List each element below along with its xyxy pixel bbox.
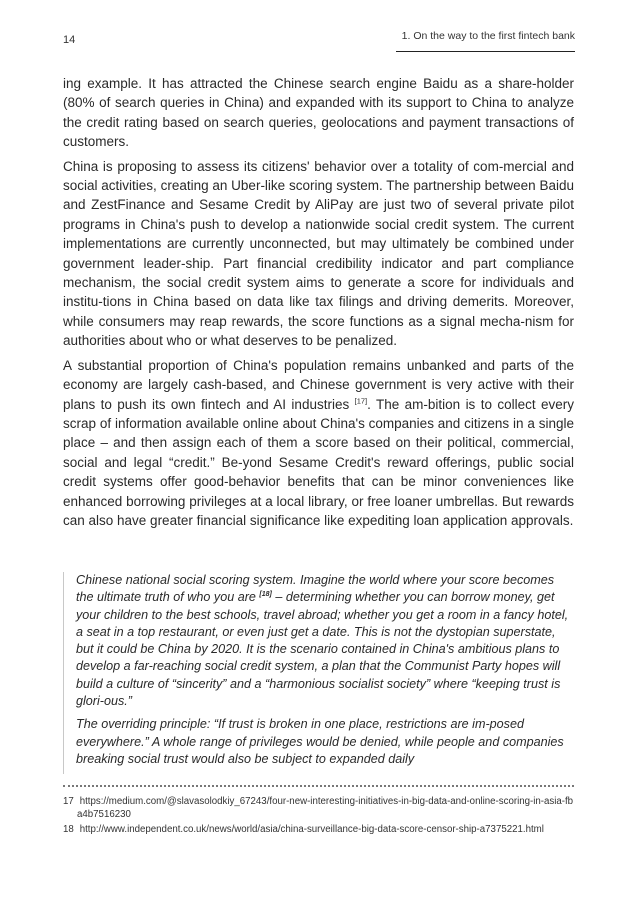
- footnote-number: 18: [63, 824, 74, 836]
- paragraph-3-text-a: A substantial proportion of China's population remains unbanked and parts of the economy are largely cash-based, and Chinese government is very active with their plans to push its own fintech and AI industries: [63, 357, 574, 412]
- citation-18[interactable]: [18]: [259, 591, 272, 599]
- page-number: 14: [63, 34, 76, 46]
- quote-paragraph-1-text-a: Chinese national social scoring system. Imagine the world where your score becomes the ultimate truth of who you are: [76, 573, 555, 605]
- block-quote: [63, 572, 575, 774]
- paragraph-2: China is proposing to assess its citizens' behavior over a totality of com-mercial and social activities, creating an Uber-like scoring system. The partnership between Baidu and ZestFinance and Sesame Credit by AliPay are just two of several private pilot programs in China's push to develop a nationwide social credit system. The current implementations are currently unconnected, but may ultimately be combined under government leader-ship. Part financial credibility indicator and part compliance mechanism, the social credit system aims to generate a score for individuals and institu-tions in China based on data like tax filings and driving demerits. Moreover, while consumers may reap rewards, the score functions as a signal mecha-nism for authorities about who or what deserves to be penalized.: [63, 158, 574, 349]
- footnote-18: [63, 823, 574, 836]
- citation-17[interactable]: [17]: [354, 396, 368, 405]
- footnote-separator: [63, 785, 574, 787]
- footnote-link[interactable]: https://medium.com/@slavasolodkiy_67243/four-new-interesting-initiatives-in-big-data-and-online-scoring-in-asia-fba4b7516230: [77, 796, 574, 821]
- paragraph-3-text-b: . The am-bition is to collect every scrap of information available online about China's companies and citizens in a single place – and then assign each of them a score based on their political, commercial, social and legal “credit.” Be-yond Sesame Credit's reward offerings, public social credit systems offer good-behavior benefits that can be minor conveniences like enhanced borrowing privileges at a local library, or free loaner umbrellas. But rewards can also have greater financial significance like expediting loan application approvals.: [63, 396, 574, 528]
- footnote-number: 17: [63, 796, 74, 807]
- footnotes: [63, 795, 574, 839]
- paragraph-3: [63, 356, 574, 531]
- footnote-17: [63, 795, 574, 821]
- quote-paragraph-2: The overriding principle: “If trust is broken in one place, restrictions are im-posed everywhere.” A whole range of privileges would be denied, while people and companies breaking social trust would also be subject to expanded daily: [76, 717, 564, 766]
- quote-paragraph-1: [76, 572, 575, 710]
- quote-paragraph-1-text-b: – determining whether you can borrow money, get your children to the best schools, travel abroad; whether you get a room in a fancy hotel, a seat in a top restaurant, or even just get a date. This is not the dystopian superstate, but it could be China by 2020. It is the scenario contained in China's ambitious plans to develop a far-reaching social credit system, a plan that the Communist Party hopes will build a culture of “sincerity” and a “harmonious socialist society” where “keeping trust is glori-ous.”: [76, 590, 569, 709]
- running-head: 1. On the way to the first fintech bank: [396, 30, 575, 52]
- footnote-link[interactable]: http://www.independent.co.uk/news/world/asia/china-surveillance-big-data-score-censor-ship-a7375221.html: [79, 824, 544, 836]
- body-text: [63, 74, 574, 535]
- page-header: [63, 30, 575, 64]
- paragraph-1: ing example. It has attracted the Chinese search engine Baidu as a share-holder (80% of search queries in China) and expanded with its support to China to analyze the credit rating based on search queries, geolocations and payment transactions of customers.: [63, 76, 574, 150]
